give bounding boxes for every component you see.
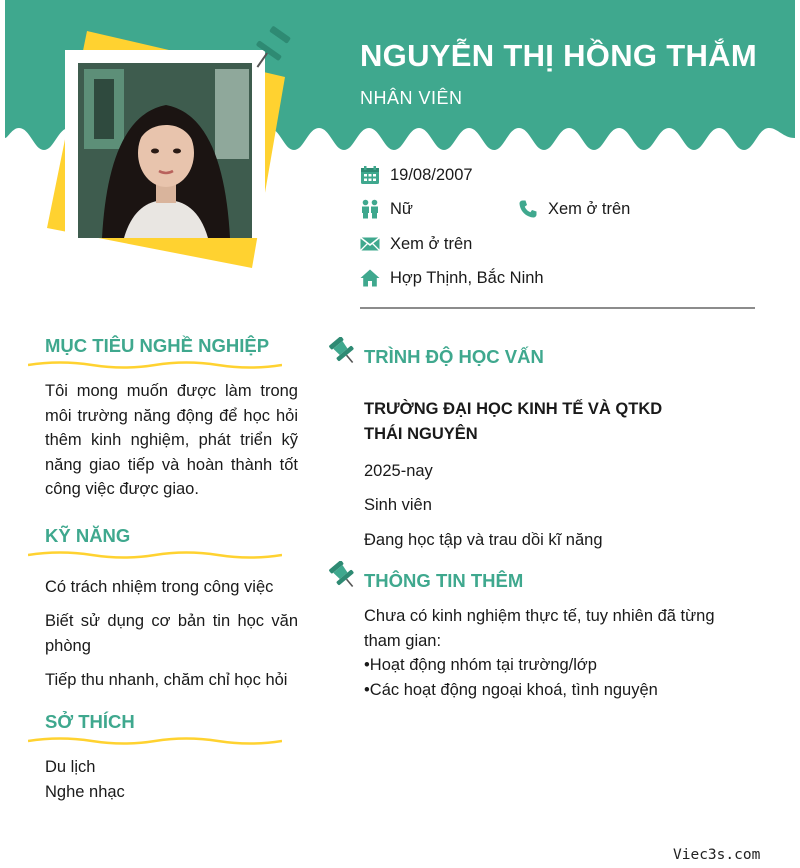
phone-row (518, 199, 630, 219)
gender-row (360, 199, 413, 219)
address-row (360, 268, 544, 288)
school-name: TRƯỜNG ĐẠI HỌC KINH TẾ VÀ QTKD THÁI NGUYÊN (364, 400, 663, 443)
skills-wavy-underline (28, 549, 282, 561)
birthday-row (360, 165, 473, 185)
email-value: Xem ở trên (390, 234, 473, 253)
hobbies-wavy-underline (28, 735, 282, 747)
address-value: Hợp Thịnh, Bắc Ninh (390, 268, 544, 287)
email-row (360, 234, 472, 254)
people-icon (360, 199, 380, 219)
education-role: Sinh viên (364, 496, 432, 514)
home-icon (360, 268, 380, 288)
education-title: TRÌNH ĐỘ HỌC VẤN (364, 346, 544, 367)
profile-photo (78, 63, 252, 238)
hobbies-title: SỞ THÍCH (45, 711, 135, 732)
candidate-name: NGUYỄN THỊ HỒNG THẮM (360, 38, 757, 73)
education-description: Đang học tập và trau dồi kĩ năng (364, 531, 603, 549)
education-period: 2025-nay (364, 462, 433, 480)
skills-item: Có trách nhiệm trong công việc (45, 578, 274, 596)
additional-info-title: THÔNG TIN THÊM (364, 570, 524, 591)
additional-info-bullet: •Các hoạt động ngoại khoá, tình nguyện (364, 681, 658, 699)
birthday-value: 19/08/2007 (390, 165, 473, 184)
skills-title: KỸ NĂNG (45, 525, 131, 546)
objective-title: MỤC TIÊU NGHỀ NGHIỆP (45, 335, 270, 356)
phone-value: Xem ở trên (548, 199, 631, 218)
pushpin-icon (329, 337, 357, 367)
additional-info-intro: Chưa có kinh nghiệm thực tế, tuy nhiên đã từng tham gian: (364, 607, 715, 650)
additional-info-bullet: •Hoạt động nhóm tại trường/lớp (364, 656, 597, 674)
gender-value: Nữ (390, 199, 413, 218)
envelope-icon (360, 234, 380, 254)
calendar-icon (360, 165, 380, 185)
skills-item: Tiếp thu nhanh, chăm chỉ học hỏi (45, 671, 288, 689)
hobby-item: Nghe nhạc (45, 783, 125, 801)
hobby-item: Du lịch (45, 758, 96, 776)
phone-icon (518, 199, 538, 219)
pushpin-icon (329, 561, 357, 591)
skills-item: Biết sử dụng cơ bản tin học văn phòng (45, 612, 298, 655)
info-divider (360, 307, 755, 309)
objective-text: Tôi mong muốn được làm trong môi trường năng động để học hỏi thêm kinh nghiệm, phát triển kỹ năng giao tiếp và hoàn thành tốt công việc được giao. (45, 382, 298, 498)
watermark: Viec3s.com (673, 847, 761, 863)
objective-wavy-underline (28, 359, 282, 371)
job-title: NHÂN VIÊN (360, 88, 463, 108)
photo-pushpin-icon (248, 24, 292, 74)
